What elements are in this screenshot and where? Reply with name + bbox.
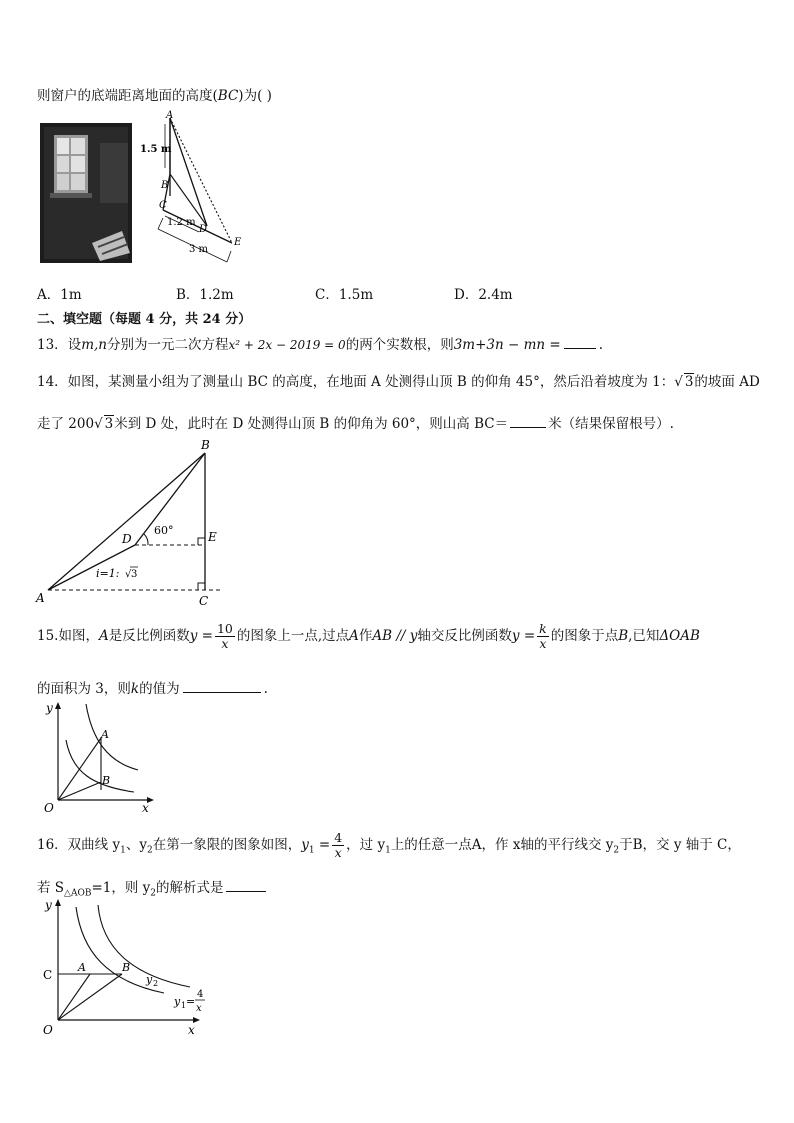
q16-label-o: O bbox=[43, 1023, 53, 1037]
q12-option-key: D． bbox=[454, 287, 479, 303]
q15-answer-blank[interactable] bbox=[183, 680, 261, 693]
q16-line1-pre: 16．双曲线 y bbox=[37, 837, 121, 853]
q14-sqrt2: 3 bbox=[104, 416, 114, 432]
q12-option-key: B． bbox=[176, 287, 200, 303]
q16-line2-post: 的解析式是 bbox=[156, 880, 224, 896]
q14-slope-sqrt: 3 bbox=[131, 569, 138, 580]
q16-label-y2: y bbox=[146, 973, 153, 986]
q15-label-a: A bbox=[101, 728, 109, 741]
q14-label-e: E bbox=[208, 530, 217, 544]
q15-line1-f: ,已知 bbox=[628, 628, 660, 644]
q13-mid: 分别为一元二次方程 bbox=[106, 337, 229, 353]
q15-line2-end: . bbox=[263, 681, 268, 697]
q13-answer-blank[interactable] bbox=[564, 336, 596, 349]
q12-option-c[interactable] bbox=[315, 283, 373, 303]
q16-line2-mid: =1，则 y bbox=[91, 880, 151, 896]
q13-post: 的两个实数根，则 bbox=[345, 337, 454, 353]
q15-func2-num: k bbox=[539, 621, 547, 636]
q13 bbox=[37, 333, 603, 353]
q15-func2-den: x bbox=[539, 636, 547, 651]
sqrt-sign: √ bbox=[125, 569, 132, 580]
q15-triangle: ΔOAB bbox=[659, 628, 700, 644]
q15-line1-e: 的图象于点 bbox=[550, 628, 619, 644]
q13-equation: x² + 2x − 2019 = 0 bbox=[228, 338, 346, 352]
q16-label-y2-sub: 2 bbox=[153, 979, 159, 988]
q12-len-ce: 3 m bbox=[189, 244, 209, 255]
q16-sep: 、y bbox=[125, 837, 147, 853]
q16-line2-pre: 若 S bbox=[37, 880, 65, 896]
q16-line2-sub2: 2 bbox=[150, 888, 157, 899]
q16-line1-a: 在第一象限的图象如图， bbox=[152, 837, 302, 853]
q16-func-den: x bbox=[334, 845, 342, 860]
q16-label-c: C bbox=[43, 968, 53, 982]
q15-line1-d: 轴交反比例函数 bbox=[417, 628, 512, 644]
q15-ab-parallel: AB // y bbox=[372, 628, 418, 644]
q16-func-num: 4 bbox=[334, 830, 343, 845]
q15-line1-b: 的图象上一点,过点 bbox=[236, 628, 350, 644]
q16-sub2: 2 bbox=[146, 845, 153, 856]
q12-option-key: A． bbox=[37, 287, 61, 303]
sqrt-sign: √ bbox=[94, 416, 103, 432]
q14-line2-pre: 走了 200 bbox=[37, 416, 95, 432]
q14-line1-pre: 14．如图，某测量小组为了测量山 BC 的高度，在地面 A 处测得山顶 B 的仰角 45°，然后沿着坡度为 1： bbox=[37, 374, 675, 390]
q14-line1-post: 的坡面 AD bbox=[694, 374, 760, 390]
q12-stem-var: BC bbox=[217, 88, 239, 104]
q15-line2 bbox=[37, 677, 268, 697]
q12-len-ab: 1.5 m bbox=[140, 144, 172, 155]
q15-func1-den: x bbox=[221, 636, 229, 651]
q15-k: k bbox=[130, 681, 140, 697]
q15-func2-y: y = bbox=[511, 628, 536, 644]
q12-label-e: E bbox=[234, 237, 242, 248]
q16-func-frac bbox=[332, 831, 344, 860]
q16-label-b: B bbox=[122, 961, 131, 974]
q16-func-eq: = bbox=[314, 837, 331, 853]
q16-line2-sub: △AOB bbox=[64, 888, 92, 899]
q14-label-a: A bbox=[36, 591, 45, 605]
q12-diagram bbox=[135, 108, 255, 273]
q14-slope-label: i=1: bbox=[96, 567, 120, 580]
q13-expr: 3m+3n − mn = bbox=[453, 337, 561, 353]
q12-label-d: D bbox=[199, 224, 208, 235]
q13-num: 13． bbox=[37, 337, 68, 353]
q16-label-a: A bbox=[78, 961, 86, 974]
q12-option-text: 1m bbox=[60, 287, 82, 303]
q16-label-y1-eq: = bbox=[186, 995, 196, 1008]
q12-option-a[interactable] bbox=[37, 283, 82, 303]
q16-line1-b: ，过 y bbox=[346, 837, 386, 853]
window-photo bbox=[40, 123, 132, 263]
q16-func-sub: 1 bbox=[308, 845, 315, 856]
q12-stem-prefix: 则窗户的底端距离地面的高度( bbox=[37, 88, 218, 104]
q12-stem bbox=[37, 84, 272, 104]
q15-label-o: O bbox=[44, 801, 54, 815]
q14-diagram bbox=[30, 435, 230, 610]
q14-sqrt1: 3 bbox=[684, 374, 694, 390]
q15-point-a-2: A bbox=[349, 628, 359, 644]
q14-line1 bbox=[37, 370, 760, 390]
q12-option-b[interactable] bbox=[176, 283, 234, 303]
q12-option-key: C． bbox=[315, 287, 339, 303]
q15-line1-pre: 15.如图， bbox=[37, 628, 99, 644]
q14-line2-mid: 米到 D 处，此时在 D 处测得山顶 B 的仰角为 60°，则山高 BC＝ bbox=[114, 416, 509, 432]
q15-label-y: y bbox=[46, 701, 53, 715]
sqrt-sign: √ bbox=[674, 374, 683, 390]
q15-func1-frac bbox=[215, 622, 235, 651]
q15-point-b: B bbox=[618, 628, 629, 644]
q14-label-c: C bbox=[199, 594, 209, 608]
q16-label-y: y bbox=[45, 898, 52, 912]
q16-line1-c: 上的任意一点A，作 x轴的平行线交 y bbox=[390, 837, 614, 853]
q15-func1-y: y = bbox=[189, 628, 213, 644]
q16-label-x: x bbox=[188, 1023, 195, 1037]
q16-label-y1-den: x bbox=[196, 1003, 202, 1014]
section-title: 二、填空题（每题 4 分，共 24 分） bbox=[37, 312, 252, 327]
q16-line1-d: 于B，交 y 轴于 C， bbox=[619, 837, 741, 853]
q15-func2-frac bbox=[537, 622, 549, 651]
q16-func-y: y bbox=[301, 837, 309, 853]
q16-label-y1-num: 4 bbox=[197, 989, 204, 1000]
q14-label-d: D bbox=[122, 532, 132, 546]
q12-len-cd: 1.2 m bbox=[167, 217, 196, 228]
q16-sub4: 2 bbox=[613, 845, 620, 856]
q15-line2-post: 的值为 bbox=[139, 681, 180, 697]
q16-line1 bbox=[37, 831, 741, 865]
q12-option-text: 1.2m bbox=[199, 287, 234, 303]
q12-label-c: C bbox=[159, 200, 167, 211]
q16-answer-blank[interactable] bbox=[226, 879, 266, 892]
q14-line2-post: 米（结果保留根号）. bbox=[548, 416, 674, 432]
q13-vars: m,n bbox=[81, 337, 107, 353]
q15-line1 bbox=[37, 622, 700, 651]
q12-option-text: 2.4m bbox=[478, 287, 513, 303]
q13-end: . bbox=[598, 337, 603, 353]
q16-label-y1: y bbox=[174, 995, 181, 1008]
q16-sub3: 1 bbox=[385, 845, 391, 856]
q16-label-y1-sub: 1 bbox=[181, 1001, 187, 1010]
q15-line1-c: 作 bbox=[358, 628, 373, 644]
q12-label-a: A bbox=[166, 110, 174, 121]
q15-line2-pre: 的面积为 3，则 bbox=[37, 681, 131, 697]
q15-func1-num: 10 bbox=[216, 621, 233, 636]
q13-pre: 设 bbox=[67, 337, 82, 353]
q12-label-b: B bbox=[161, 180, 169, 191]
q15-diagram bbox=[38, 700, 168, 815]
q12-option-text: 1.5m bbox=[338, 287, 374, 303]
q14-answer-blank[interactable] bbox=[510, 415, 546, 428]
q14-line2 bbox=[37, 412, 674, 432]
q15-label-b: B bbox=[102, 774, 111, 787]
q12-stem-suffix: )为( ) bbox=[238, 88, 272, 104]
q15-line1-a: 是反比例函数 bbox=[108, 628, 190, 644]
q15-point-a: A bbox=[98, 628, 109, 644]
q16-sub1: 1 bbox=[120, 845, 126, 856]
q16-diagram bbox=[38, 895, 218, 1040]
q14-angle: 60° bbox=[154, 524, 174, 537]
q12-option-d[interactable] bbox=[454, 283, 513, 303]
q14-label-b: B bbox=[201, 438, 210, 452]
q15-label-x: x bbox=[142, 801, 149, 815]
